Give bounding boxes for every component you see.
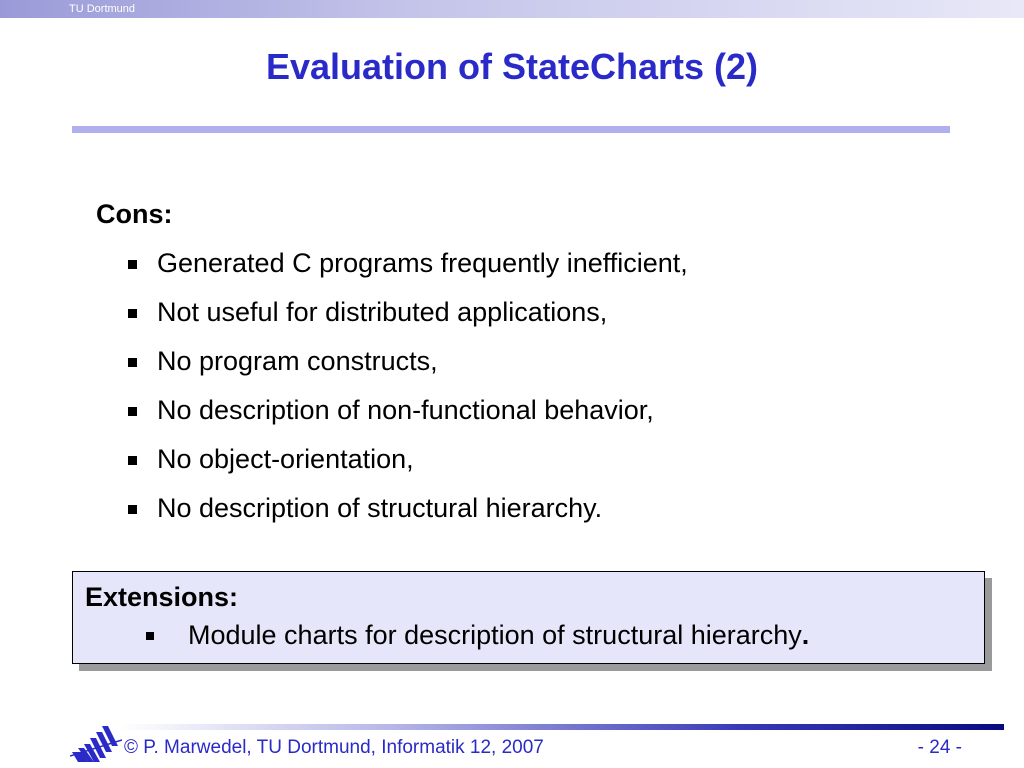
footer-band — [120, 724, 1004, 730]
bullet-icon — [146, 632, 154, 640]
bullet-icon — [128, 358, 137, 367]
cons-list — [0, 244, 1024, 538]
list-item-text: No object-orientation, — [157, 444, 414, 474]
bullet-icon — [128, 505, 137, 514]
extensions-item-text: Module charts for description of structural hierarchy — [188, 620, 802, 650]
list-item — [0, 244, 1024, 293]
list-item-text: No program constructs, — [157, 346, 438, 376]
bullet-icon — [128, 309, 137, 318]
bullet-icon — [128, 456, 137, 465]
list-item — [0, 342, 1024, 391]
bullet-icon — [128, 260, 137, 269]
list-item — [0, 293, 1024, 342]
title-rule — [72, 126, 950, 133]
list-item — [0, 391, 1024, 440]
extensions-item-period: . — [801, 620, 810, 650]
extensions-heading: Extensions: — [85, 582, 239, 612]
extensions-box — [72, 571, 985, 664]
cons-heading: Cons: — [96, 199, 173, 229]
slide-title: Evaluation of StateCharts (2) — [265, 46, 759, 87]
list-item — [0, 489, 1024, 538]
top-label: TU Dortmund — [69, 3, 136, 15]
extensions-item — [188, 620, 809, 651]
list-item — [0, 440, 1024, 489]
university-logo-icon — [70, 724, 122, 764]
list-item-text: No description of non-functional behavior, — [157, 395, 654, 425]
top-bar — [0, 0, 1024, 18]
list-item-text: Generated C programs frequently inefficient, — [157, 248, 688, 278]
footer-copyright: © P. Marwedel, TU Dortmund, Informatik 12, 2007 — [124, 737, 544, 758]
list-item-text: Not useful for distributed applications, — [157, 297, 608, 327]
bullet-icon — [128, 407, 137, 416]
list-item-text: No description of structural hierarchy. — [157, 493, 603, 523]
page-number: - 24 - — [917, 737, 962, 758]
